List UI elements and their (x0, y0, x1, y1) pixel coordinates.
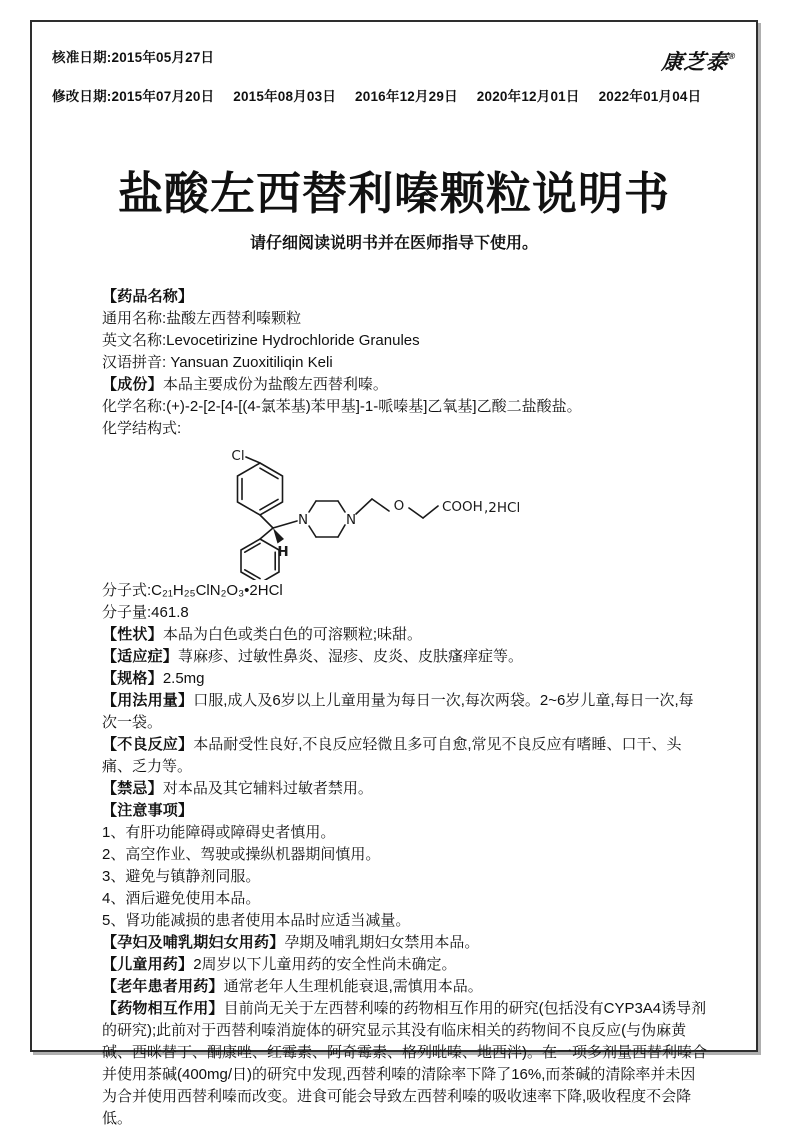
contraindications: 【禁忌】对本品及其它辅料过敏者禁用。 (102, 780, 373, 797)
generic-name: 通用名称:盐酸左西替利嗪颗粒 (102, 310, 302, 327)
cooh-label: COOH (442, 499, 483, 515)
english-name: 英文名称:Levocetirizine Hydrochloride Granules (102, 332, 420, 349)
precaution-item-5: 5、肾功能减损的患者使用本品时应适当减量。 (102, 912, 411, 929)
cl-label: Cl (231, 448, 245, 464)
drug-interactions: 【药物相互作用】目前尚无关于左西替利嗪的药物相互作用的研究(包括没有CYP3A4诱导剂的研究);此前对于西替利嗪消旋体的研究显示其没有临床相关的药物间不良反应(与伪麻黄碱、西咪替丁、酮康唑、红霉素、阿奇霉素、格列吡嗪、地西泮)。在一项多剂量西替利嗪合并使用茶碱(400mg/日)的研究中发现,西替利嗪的清除率下降了16%,而茶碱的清除率并未因为合并使用西替利嗪而改变。进食可能会导致左西替利嗪的吸收速率下降,吸收程度不会降低。 (102, 1000, 707, 1127)
hcl-label: ,2HCl (484, 500, 521, 516)
geriatric-use: 【老年患者用药】通常老年人生理机能衰退,需慎用本品。 (102, 978, 483, 995)
molecular-formula: 分子式:C₂₁H₂₅ClN₂O₃•2HCl (102, 582, 283, 599)
pinyin-name: 汉语拼音: Yansuan Zuoxitiliqin Keli (102, 354, 333, 371)
precautions-heading: 【注意事项】 (102, 802, 194, 819)
dosage: 【用法用量】口服,成人及6岁以上儿童用量为每日一次,每次两袋。2~6岁儿童,每日一次,每次一袋。 (102, 692, 694, 731)
pregnancy-use: 【孕妇及哺乳期妇女用药】孕期及哺乳期妇女禁用本品。 (102, 934, 480, 951)
structure-caption: 化学结构式: (102, 420, 182, 437)
package-insert-page (30, 20, 758, 1127)
insert-header (32, 22, 756, 105)
adverse-reactions: 【不良反应】本品耐受性良好,不良反应轻微且多可自愈,常见不良反应有嗜睡、口干、头痛、乏力等。 (102, 736, 682, 775)
o-label: O (393, 498, 405, 514)
revision-date: 2020年12月01日 (476, 89, 580, 104)
description: 【性状】本品为白色或类白色的可溶颗粒;味甜。 (102, 626, 422, 643)
precaution-item-3: 3、避免与镇静剂同服。 (102, 868, 261, 885)
pediatric-use: 【儿童用药】2周岁以下儿童用药的安全性尚未确定。 (102, 956, 457, 973)
approval-date: 核准日期:2015年05月27日 (52, 50, 215, 65)
strength: 【规格】2.5mg (102, 670, 205, 687)
n1-label: N (297, 512, 309, 528)
precaution-item-2: 2、高空作业、驾驶或操纵机器期间慎用。 (102, 846, 381, 863)
chemical-structure (102, 440, 708, 580)
drug-name-heading: 【药品名称】 (102, 288, 194, 305)
chemical-name: 化学名称:(+)-2-[2-[4-[(4-氯苯基)苯甲基]-1-哌嗪基]乙氧基]乙酸二盐酸盐。 (102, 398, 582, 415)
insert-body (102, 286, 708, 1130)
brand-logo (661, 46, 738, 76)
chemical-structure-drawing (212, 442, 532, 580)
h-label: H (277, 544, 289, 560)
registered-mark: ® (728, 51, 738, 61)
indications: 【适应症】荨麻疹、过敏性鼻炎、湿疹、皮炎、皮肤瘙痒症等。 (102, 648, 524, 665)
brand-name: 康芝泰 (660, 51, 730, 74)
page-title: 盐酸左西替利嗪颗粒说明书 (117, 168, 670, 219)
revision-date: 2015年08月03日 (233, 89, 337, 104)
usage-notice: 请仔细阅读说明书并在医师指导下使用。 (249, 235, 538, 252)
molecular-weight: 分子量:461.8 (102, 604, 189, 621)
precaution-item-4: 4、酒后避免使用本品。 (102, 890, 261, 907)
ingredients: 【成份】本品主要成份为盐酸左西替利嗪。 (102, 376, 388, 393)
revision-date: 2022年01月04日 (598, 89, 702, 104)
revision-date: 2016年12月29日 (355, 89, 458, 104)
revision-date: 2015年07月20日 (111, 89, 215, 104)
revision-dates (52, 85, 736, 105)
revision-label: 修改日期: (52, 89, 112, 104)
precaution-item-1: 1、有肝功能障碍或障碍史者慎用。 (102, 824, 336, 841)
n2-label: N (345, 512, 357, 528)
